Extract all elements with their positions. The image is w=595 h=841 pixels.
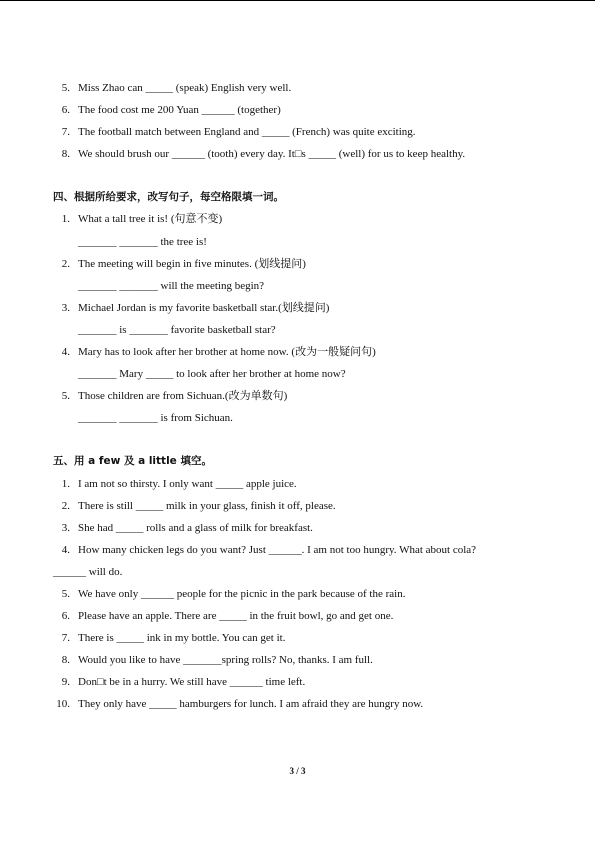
- s4-item-3: [51, 301, 329, 315]
- s5-item-4-continuation: ______ will do.: [53, 566, 123, 578]
- s5-item-2: [51, 499, 336, 513]
- item-number: 6.: [61, 610, 70, 622]
- item-number: 6.: [61, 104, 70, 116]
- item-number: 8.: [61, 148, 70, 160]
- s4-answer-3: _______ is _______ favorite basketball star?: [78, 324, 276, 336]
- item-text: Don□t be in a hurry. We still have ______ time left.: [78, 676, 306, 688]
- item-text: There is _____ ink in my bottle. You can get it.: [78, 632, 286, 644]
- s3-item-5: [51, 81, 291, 95]
- s5-item-7: [51, 631, 285, 645]
- s5-item-6: [51, 609, 393, 623]
- item-text: The meeting will begin in five minutes. (划线提问): [78, 258, 306, 270]
- item-text: There is still _____ milk in your glass, finish it off, please.: [78, 500, 336, 512]
- item-text: We have only ______ people for the picnic in the park because of the rain.: [78, 588, 406, 600]
- s5-item-8: [51, 653, 373, 667]
- item-text: Miss Zhao can _____ (speak) English very well.: [78, 82, 292, 94]
- s4-answer-2: _______ _______ will the meeting begin?: [78, 280, 265, 292]
- item-number: 2.: [61, 258, 70, 270]
- item-number: 1.: [61, 213, 70, 225]
- item-number: 4.: [61, 346, 70, 358]
- top-border-line: [0, 0, 595, 1]
- s5-item-4: [51, 543, 476, 557]
- item-text: Please have an apple. There are _____ in the fruit bowl, go and get one.: [78, 610, 394, 622]
- item-number: 1.: [61, 478, 70, 490]
- item-text: The food cost me 200 Yuan ______ (together): [78, 104, 281, 116]
- s4-item-1: [51, 212, 222, 226]
- s4-answer-5: _______ _______ is from Sichuan.: [78, 412, 233, 424]
- item-number: 5.: [61, 390, 70, 402]
- item-number: 10.: [56, 698, 70, 710]
- s4-answer-4: _______ Mary _____ to look after her brother at home now?: [78, 368, 346, 380]
- item-text: I am not so thirsty. I only want _____ apple juice.: [78, 478, 297, 490]
- s5-item-1: [51, 477, 297, 491]
- s5-item-3: [51, 521, 313, 535]
- item-number: 8.: [61, 654, 70, 666]
- s4-item-4: [51, 345, 376, 359]
- item-text: They only have _____ hamburgers for lunch. I am afraid they are hungry now.: [78, 698, 424, 710]
- item-number: 2.: [61, 500, 70, 512]
- item-number: 5.: [61, 82, 70, 94]
- page-number: 3 / 3: [289, 766, 306, 776]
- item-text: Michael Jordan is my favorite basketball star.(划线提问): [78, 302, 330, 314]
- item-text: What a tall tree it is! (句意不变): [78, 213, 223, 225]
- section4-heading: 四、根据所给要求，改写句子，每空格限填一词。: [53, 191, 284, 203]
- s4-item-2: [51, 257, 306, 271]
- item-text: She had _____ rolls and a glass of milk for breakfast.: [78, 522, 313, 534]
- s4-item-5: [51, 389, 287, 403]
- s3-item-6: [51, 103, 281, 117]
- s4-answer-1: _______ _______ the tree is!: [78, 236, 207, 248]
- s3-item-7: [51, 125, 416, 139]
- item-number: 4.: [61, 544, 70, 556]
- item-text: The football match between England and _____ (French) was quite exciting.: [78, 126, 416, 138]
- item-text: We should brush our ______ (tooth) every day. It□s _____ (well) for us to keep healthy.: [78, 148, 466, 160]
- item-number: 7.: [61, 632, 70, 644]
- s5-item-9: [51, 675, 305, 689]
- s5-item-5: [51, 587, 405, 601]
- item-text: How many chicken legs do you want? Just ______. I am not too hungry. What about cola?: [78, 544, 477, 556]
- s3-item-8: [51, 147, 465, 161]
- item-text: Mary has to look after her brother at home now. (改为一般疑问句): [78, 346, 376, 358]
- item-number: 5.: [61, 588, 70, 600]
- s5-item-10: [51, 697, 423, 711]
- item-number: 9.: [61, 676, 70, 688]
- item-text: Those children are from Sichuan.(改为单数句): [78, 390, 288, 402]
- item-text: Would you like to have _______spring rolls? No, thanks. I am full.: [78, 654, 373, 666]
- item-number: 7.: [61, 126, 70, 138]
- item-number: 3.: [61, 302, 70, 314]
- section5-heading: 五、用 a few 及 a little 填空。: [53, 455, 212, 467]
- item-number: 3.: [61, 522, 70, 534]
